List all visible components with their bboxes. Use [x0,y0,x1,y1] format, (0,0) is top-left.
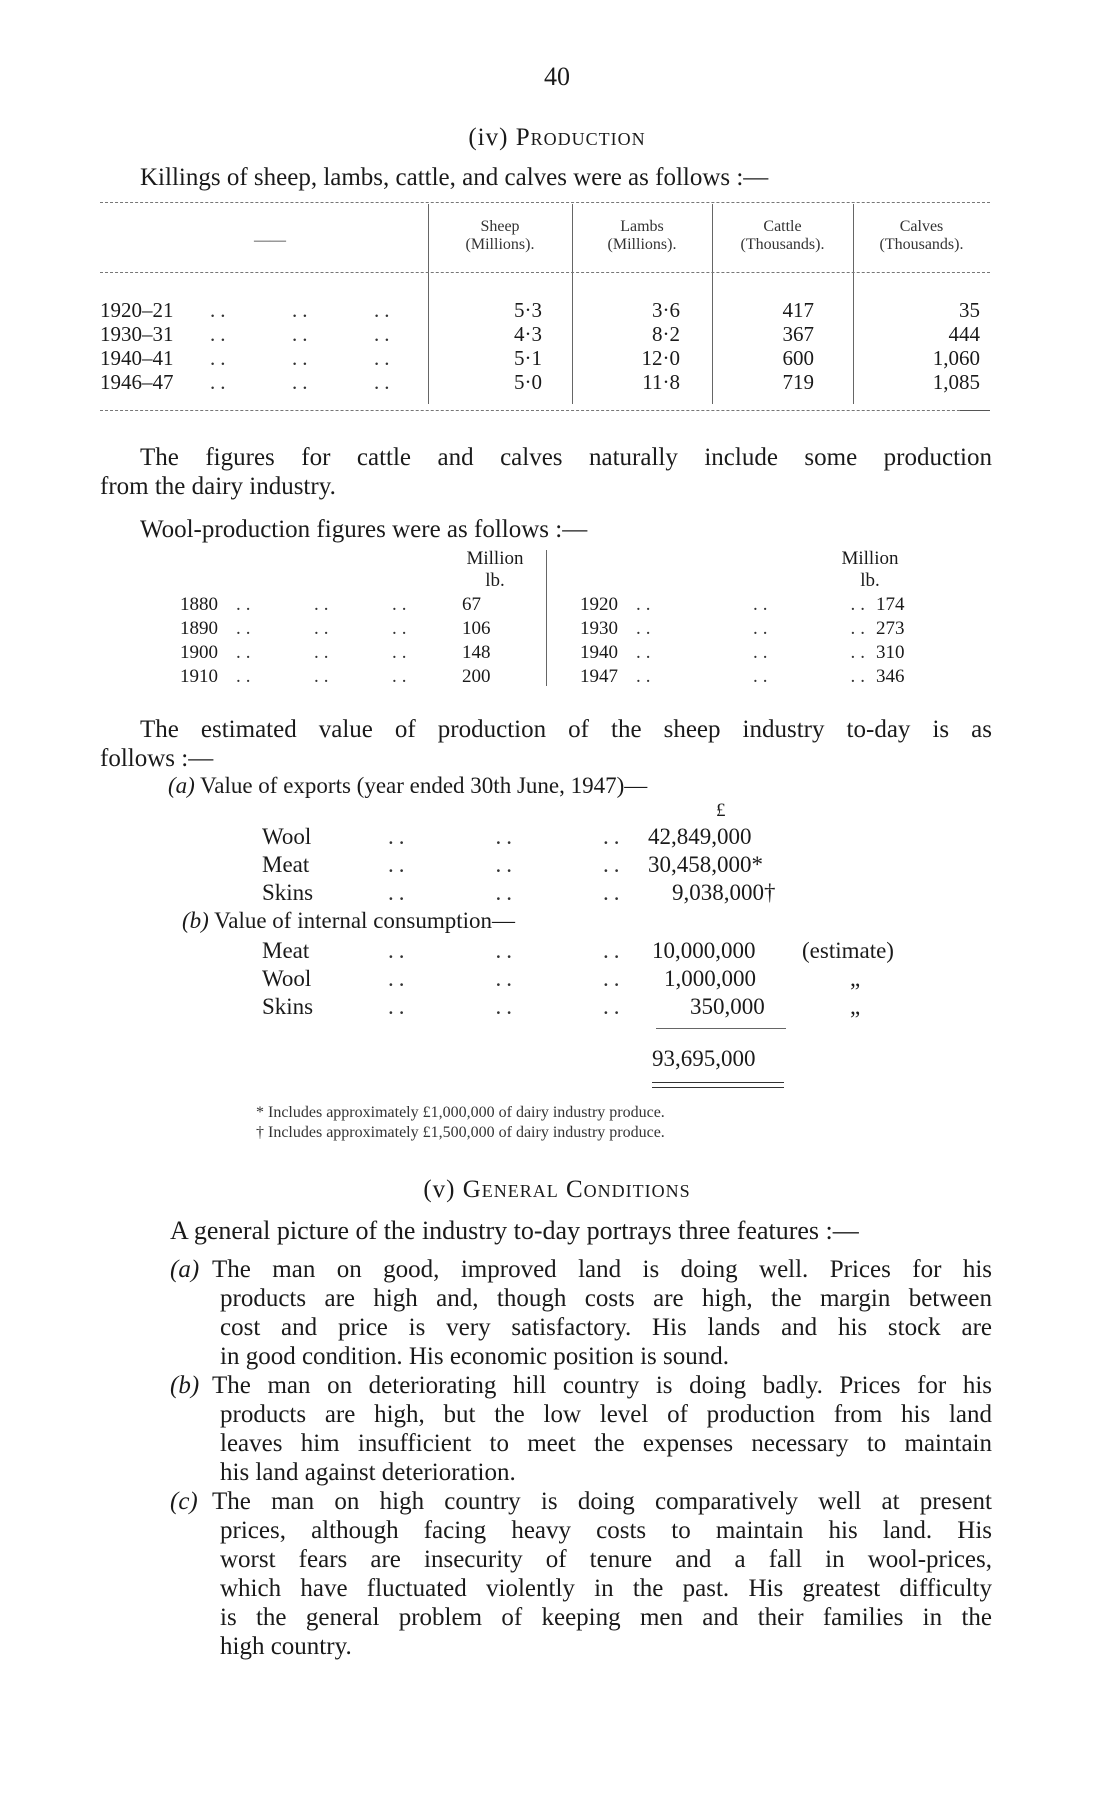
general-intro: A general picture of the industry to-day portrays three features :— [170,1216,859,1245]
section-number: (iv) [468,124,509,151]
consumption-item-note: (estimate) [802,938,894,963]
total-rule [652,1082,784,1083]
total-rule [652,1087,784,1088]
item-line: cost and price is very satisfactory. His lands and his stock are [220,1314,992,1341]
item-line: The man on high country is doing comparatively well at present [212,1488,992,1515]
table-corner: —— [254,232,286,249]
item-line: The man on good, improved land is doing well. Prices for his [212,1256,992,1283]
wool-value: 174 [876,594,905,615]
killings-table [100,202,990,420]
wool-year: 1880 [180,594,218,615]
currency-symbol: £ [716,800,726,821]
table-row: 1946–47 .. .. .. 5·0 11·8 719 1,085 [100,370,980,394]
consumption-item-name: Wool [262,966,312,991]
consumption-item-note: „ [850,966,861,991]
page-number: 40 [544,62,570,91]
wool-value: 273 [876,618,905,639]
wool-year: 1890 [180,618,218,639]
note-line: from the dairy industry. [100,473,336,500]
item-line: products are high, but the low level of production from his land [220,1401,992,1428]
section-title: Production [515,124,646,151]
section-heading-general [0,1176,1114,1204]
section-heading-production [0,124,1114,152]
note-line: The figures for cattle and calves naturally include some production [140,444,992,471]
export-item-name: Wool [262,824,312,849]
consumption-item-name: Skins [262,994,314,1019]
item-line: worst fears are insecurity of tenure and a fall in wool-prices, [220,1546,992,1573]
wool-value: 67 [462,594,481,615]
item-line: in good condition. His economic position is sound. [220,1343,730,1370]
sum-rule [656,1028,786,1029]
col-header-sheep: Sheep (Millions). [465,218,535,253]
item-line: is the general problem of keeping men and their families in the [220,1604,992,1631]
consumption-item-name: Meat [262,938,310,963]
item-line: products are high and, though costs are high, the margin between [220,1285,992,1312]
export-item-value: 9,038,000† [672,880,776,905]
wool-year: 1920 [580,594,618,615]
total-value: 93,695,000 [652,1046,756,1071]
wool-unit-left: Million lb. [466,548,524,591]
item-line: prices, although facing heavy costs to maintain his land. His [220,1517,992,1544]
section-number: (v) [423,1176,456,1203]
wool-unit-right: Million lb. [841,548,899,591]
killings-intro: Killings of sheep, lambs, cattle, and calves were as follows :— [140,164,769,191]
wool-year: 1940 [580,642,618,663]
exports-b-heading: (b) Value of internal consumption— [182,908,516,933]
item-line: leaves him insufficient to meet the expenses necessary to maintain [220,1430,992,1457]
item-line: high country. [220,1633,352,1660]
footnote: * Includes approximately £1,000,000 of dairy industry produce. [256,1104,665,1121]
wool-value: 310 [876,642,905,663]
item-label: (b) [170,1372,200,1399]
consumption-item-value: 10,000,000 [652,938,756,963]
col-header-calves: Calves (Thousands). [879,218,964,253]
consumption-item-note: „ [850,994,861,1019]
item-line: his land against deterioration. [220,1459,516,1486]
footnote: † Includes approximately £1,500,000 of dairy industry produce. [256,1124,665,1141]
export-item-name: Meat [262,852,310,877]
wool-intro: Wool-production figures were as follows :— [140,516,588,543]
consumption-item-value: 350,000 [690,994,765,1019]
item-label: (a) [170,1256,200,1283]
item-line: which have fluctuated violently in the past. His greatest difficulty [220,1575,992,1602]
col-header-cattle: Cattle (Thousands). [740,218,825,253]
consumption-item-value: 1,000,000 [664,966,756,991]
value-intro-line: The estimated value of production of the sheep industry to-day is as [140,716,992,743]
col-header-lambs: Lambs (Millions). [607,218,677,253]
table-row: 1920–21 .. .. .. 5·3 3·6 417 35 [100,298,980,322]
export-item-value: 30,458,000* [648,852,763,877]
wool-table: Million lb. Million lb. 1880 1890 1900 1910 .. .. .. .. .. .. .. .. .. .. .. .. 67 106 148 200 1920 1930 1940 1947 .. .. .. .. .. .. .. .. .. .. .. .. 174 273 310 346 [180,548,920,688]
table-row: 1930–31 .. .. .. 4·3 8·2 367 444 [100,322,980,346]
table-row: 1940–41 .. .. .. 5·1 12·0 600 1,060 [100,346,980,370]
wool-year: 1900 [180,642,218,663]
exports-a-heading: (a) Value of exports (year ended 30th June, 1947)— [168,773,648,798]
section-title: General Conditions [462,1176,691,1203]
export-item-name: Skins [262,880,314,905]
wool-value: 346 [876,666,905,687]
wool-year: 1930 [580,618,618,639]
wool-year: 1947 [580,666,618,687]
item-line: The man on deteriorating hill country is doing badly. Prices for his [212,1372,992,1399]
item-label: (c) [170,1488,198,1515]
wool-value: 200 [462,666,491,687]
wool-value: 106 [462,618,491,639]
wool-value: 148 [462,642,491,663]
value-intro-line: follows :— [100,745,214,772]
export-item-value: 42,849,000 [648,824,752,849]
wool-year: 1910 [180,666,218,687]
